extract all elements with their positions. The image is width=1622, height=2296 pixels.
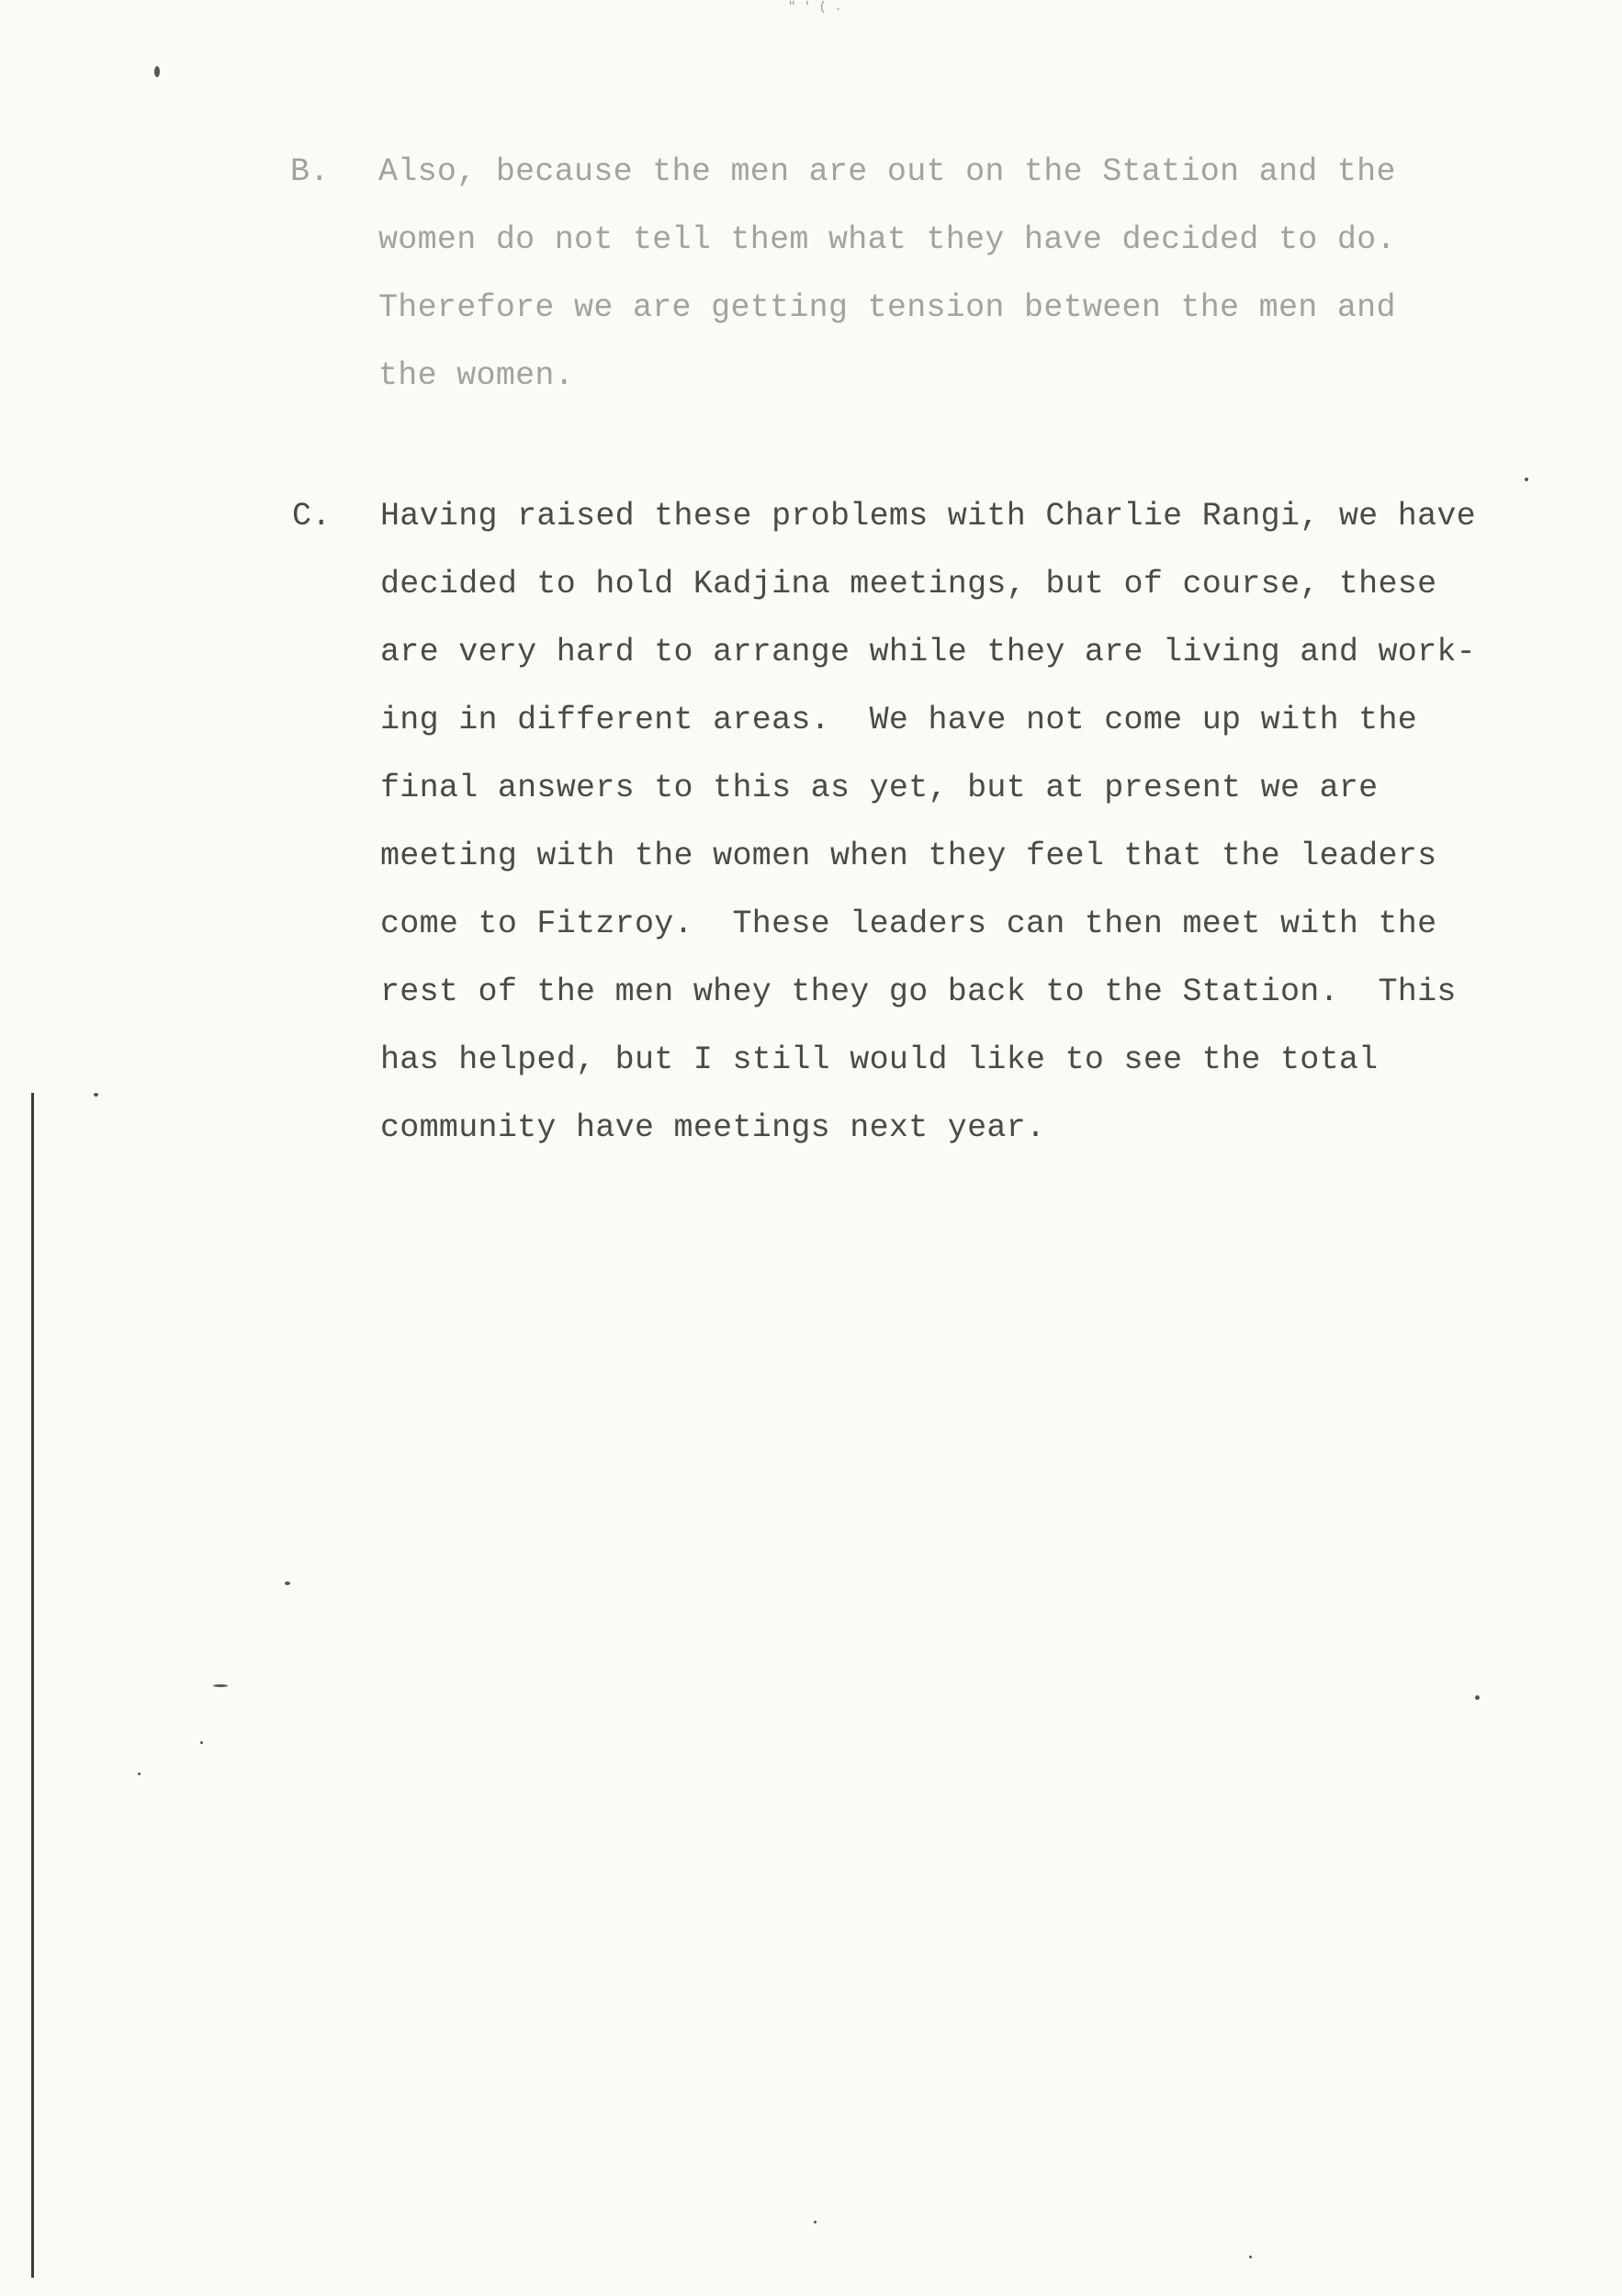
scan-speck [213,1684,228,1687]
scan-speck [138,1773,141,1775]
text-line: the women. [378,357,575,394]
text-line: Therefore we are getting tension between the men and [378,289,1396,326]
text-line: ing in different areas. We have not come up with the [380,702,1418,738]
scan-speck [814,2221,817,2223]
text-line: Also, because the men are out on the Station and the [378,153,1396,190]
text-line: community have meetings next year. [380,1109,1046,1146]
text-line: come to Fitzroy. These leaders can then meet with the [380,906,1437,942]
text-line: rest of the men whey they go back to the Station. This [380,974,1457,1010]
text-line: has helped, but I still would like to see the total [380,1041,1379,1078]
scan-speck [200,1741,203,1744]
paragraph-marker: C. [292,498,332,535]
scan-speck [1249,2256,1252,2258]
scan-speck [154,66,160,77]
text-line: meeting with the women when they feel that the leaders [380,838,1437,874]
scan-speck [285,1581,290,1585]
paragraph-c [292,482,1565,1162]
paragraph-b [290,138,1526,410]
text-line: women do not tell them what they have decided to do. [378,221,1396,258]
text-line: decided to hold Kadjina meetings, but of course, these [380,566,1437,602]
scan-speck [1475,1695,1480,1700]
paragraph-marker: B. [290,153,330,190]
page-edge-line [31,1093,34,2278]
text-line: are very hard to arrange while they are living and work- [380,634,1476,670]
top-margin-mark: " ' ( . [788,0,842,15]
text-line: final answers to this as yet, but at present we are [380,770,1379,806]
scan-speck [94,1093,98,1097]
scan-speck [1525,478,1528,481]
text-line: Having raised these problems with Charlie Rangi, we have [380,498,1476,535]
